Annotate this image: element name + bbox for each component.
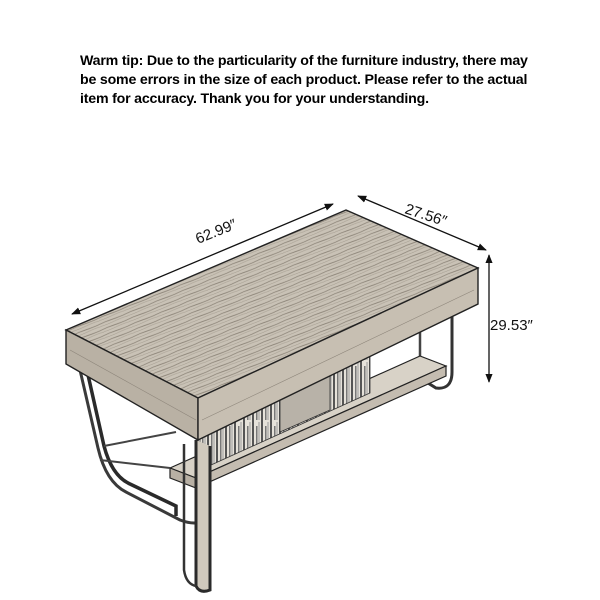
- width-label: 27.56″: [402, 200, 449, 231]
- height-dimension: [489, 255, 534, 382]
- notice-line-3: item for accuracy. Thank you for your understanding.: [80, 91, 429, 107]
- length-label: 62.99″: [193, 215, 240, 248]
- notice-line-2: be some errors in the size of each product. Please refer to the actual: [80, 72, 528, 88]
- table-illustration: [66, 210, 478, 591]
- notice-line-1: Warm tip: Due to the particularity of the furniture industry, there may: [80, 53, 528, 69]
- height-label: 29.53″: [490, 317, 533, 334]
